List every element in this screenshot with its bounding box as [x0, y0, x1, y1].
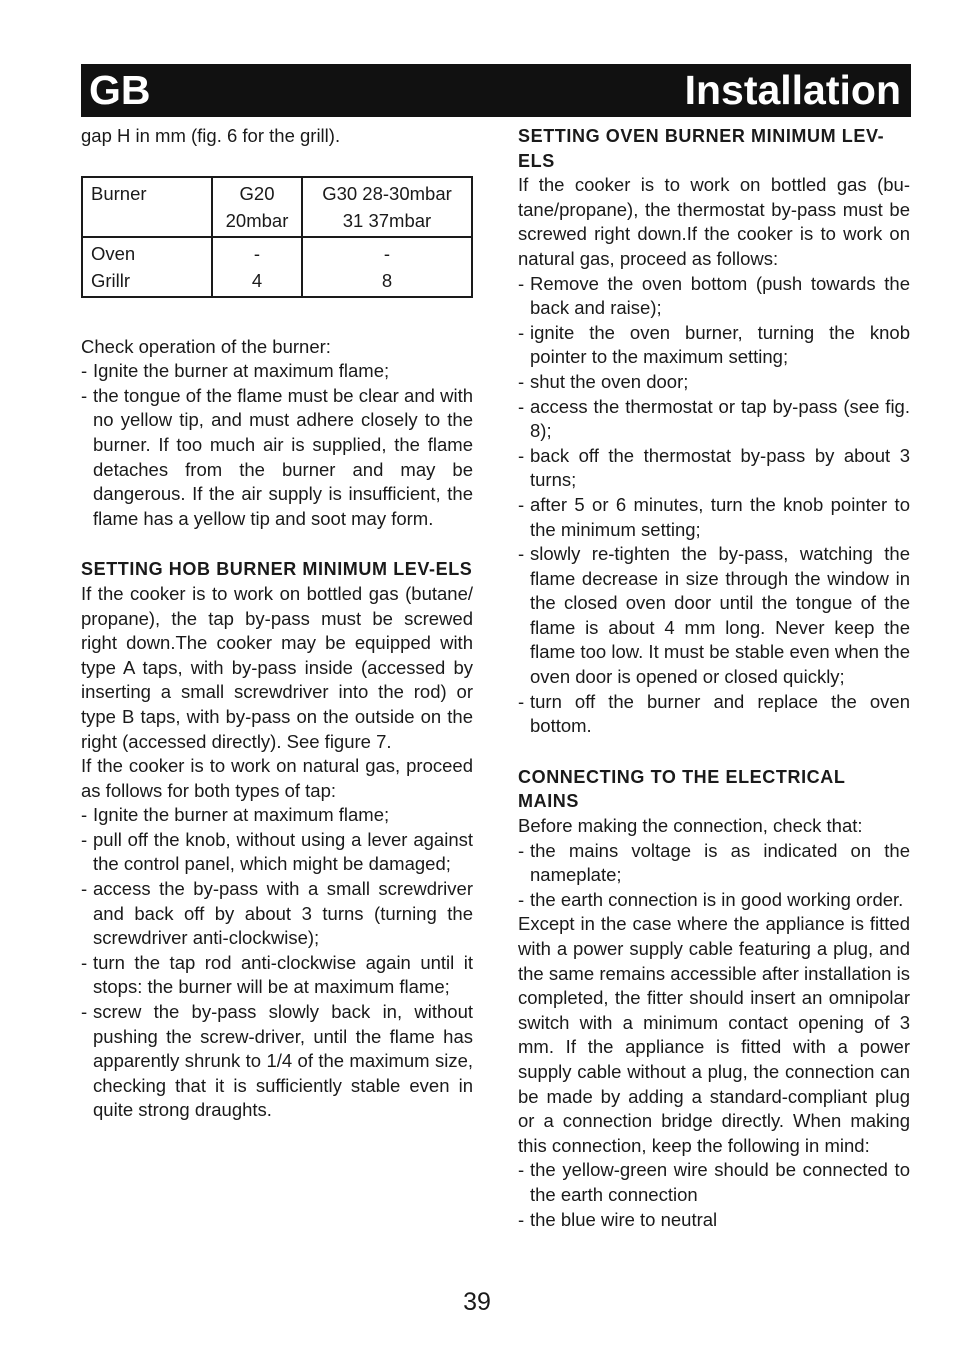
oven-heading: SETTING OVEN BURNER MINIMUM LEV-ELS	[518, 126, 885, 171]
right-column	[518, 124, 910, 1232]
hob-paragraph-1: If the cooker is to work on bottled gas (butane/ propane), the tap by-pass must be screwed right down.The cooker may be equipped with type A taps, with by-pass inside (accessed by inserting a small screwdriver into the rod) or type B taps, with by-pass on the outside on the right (accessed directly). See figure 7.	[81, 582, 473, 752]
table-cell-g30-values: - 8	[302, 237, 472, 297]
wiring-list	[518, 1158, 910, 1232]
list-item: - back off the thermostat by-pass by about 3 turns;	[518, 444, 910, 493]
list-item: - access the by-pass with a small screwdriver and back off by about 3 turns (turning the screwdriver anti-clockwise);	[81, 877, 473, 951]
table-cell-g20-values: - 4	[212, 237, 302, 297]
oven-steps-list	[518, 272, 910, 739]
list-item: - access the thermostat or tap by-pass (see fig. 8);	[518, 395, 910, 444]
intro-text: gap H in mm (fig. 6 for the grill).	[81, 125, 341, 146]
burner-table	[81, 176, 473, 298]
electrical-heading: CONNECTING TO THE ELECTRICAL MAINS	[518, 766, 846, 812]
list-item: - the yellow-green wire should be connected to the earth connection	[518, 1158, 910, 1207]
table-header-g20: G20 20mbar	[212, 177, 302, 237]
list-item: - pull off the knob, without using a lever against the control panel, which might be damaged;	[81, 828, 473, 877]
table-row	[82, 237, 472, 297]
list-item: - the blue wire to neutral	[518, 1208, 910, 1233]
list-item: - slowly re-tighten the by-pass, watching the flame decrease in size through the window in the closed oven door until the tongue of the flame is about 4 mm long. Never keep the flame too low. It must be stable even when the oven door is opened or closed quickly;	[518, 542, 910, 690]
list-item: - Remove the oven bottom (push towards the back and raise);	[518, 272, 910, 321]
electrical-lead: Before making the connection, check that:	[518, 815, 863, 837]
electrical-checks-list	[518, 839, 910, 913]
list-item: - Ignite the burner at maximum flame;	[81, 359, 473, 384]
language-code: GB	[89, 67, 151, 113]
oven-paragraph: If the cooker is to work on bottled gas (bu-tane/propane), the thermostat by-pass must be screwed right down.If the cooker is to work on natural gas, proceed as follows:	[518, 174, 910, 269]
electrical-paragraph: Except in the case where the appliance is fitted with a power supply cable featuring a plug, and the same remains accessible after installation is completed, the fitter should insert an omnipolar switch with a minimum contact opening of 3 mm. If the appliance is fitted with a power supply cable without a plug, the connection can be made by adding a standard-compliant plug or a connection bridge directly. When making this connection, keep the following in mind:	[518, 913, 910, 1156]
check-list	[81, 359, 473, 531]
list-item: - shut the oven door;	[518, 370, 910, 395]
table-cell-burner-names: Oven Grillr	[82, 237, 212, 297]
page-header	[81, 64, 911, 117]
table-header-g30: G30 28-30mbar 31 37mbar	[302, 177, 472, 237]
list-item: - the earth connection is in good working order.	[518, 888, 910, 913]
hob-heading: SETTING HOB BURNER MINIMUM LEV-ELS	[81, 559, 473, 580]
list-item: - turn the tap rod anti-clockwise again until it stops: the burner will be at maximum flame;	[81, 951, 473, 1000]
list-item: - the mains voltage is as indicated on the nameplate;	[518, 839, 910, 888]
list-item: - the tongue of the flame must be clear and with no yellow tip, and must adhere closely to the burner. If too much air is supplied, the flame detaches from the burner and may be dangerous. If the air supply is insufficient, the flame has a yellow tip and soot may form.	[81, 384, 473, 532]
list-item: - after 5 or 6 minutes, turn the knob pointer to the minimum setting;	[518, 493, 910, 542]
page-title: Installation	[684, 67, 901, 113]
table-header-burner: Burner	[82, 177, 212, 237]
list-item: - ignite the oven burner, turning the knob pointer to the maximum setting;	[518, 321, 910, 370]
hob-steps-list	[81, 803, 473, 1123]
check-lead: Check operation of the burner:	[81, 335, 331, 357]
table-header-row	[82, 177, 472, 237]
list-item: - Ignite the burner at maximum flame;	[81, 803, 473, 828]
list-item: - screw the by-pass slowly back in, without pushing the screw-driver, until the flame has apparently shrunk to 1/4 of the maximum size, checking that it is sufficiently stable even in quite strong draughts.	[81, 1000, 473, 1123]
list-item: - turn off the burner and replace the oven bottom.	[518, 690, 910, 739]
page-number: 39	[463, 1288, 491, 1316]
left-column	[81, 124, 473, 1123]
hob-paragraph-2: If the cooker is to work on natural gas, proceed as follows for both types of tap:	[81, 755, 473, 801]
